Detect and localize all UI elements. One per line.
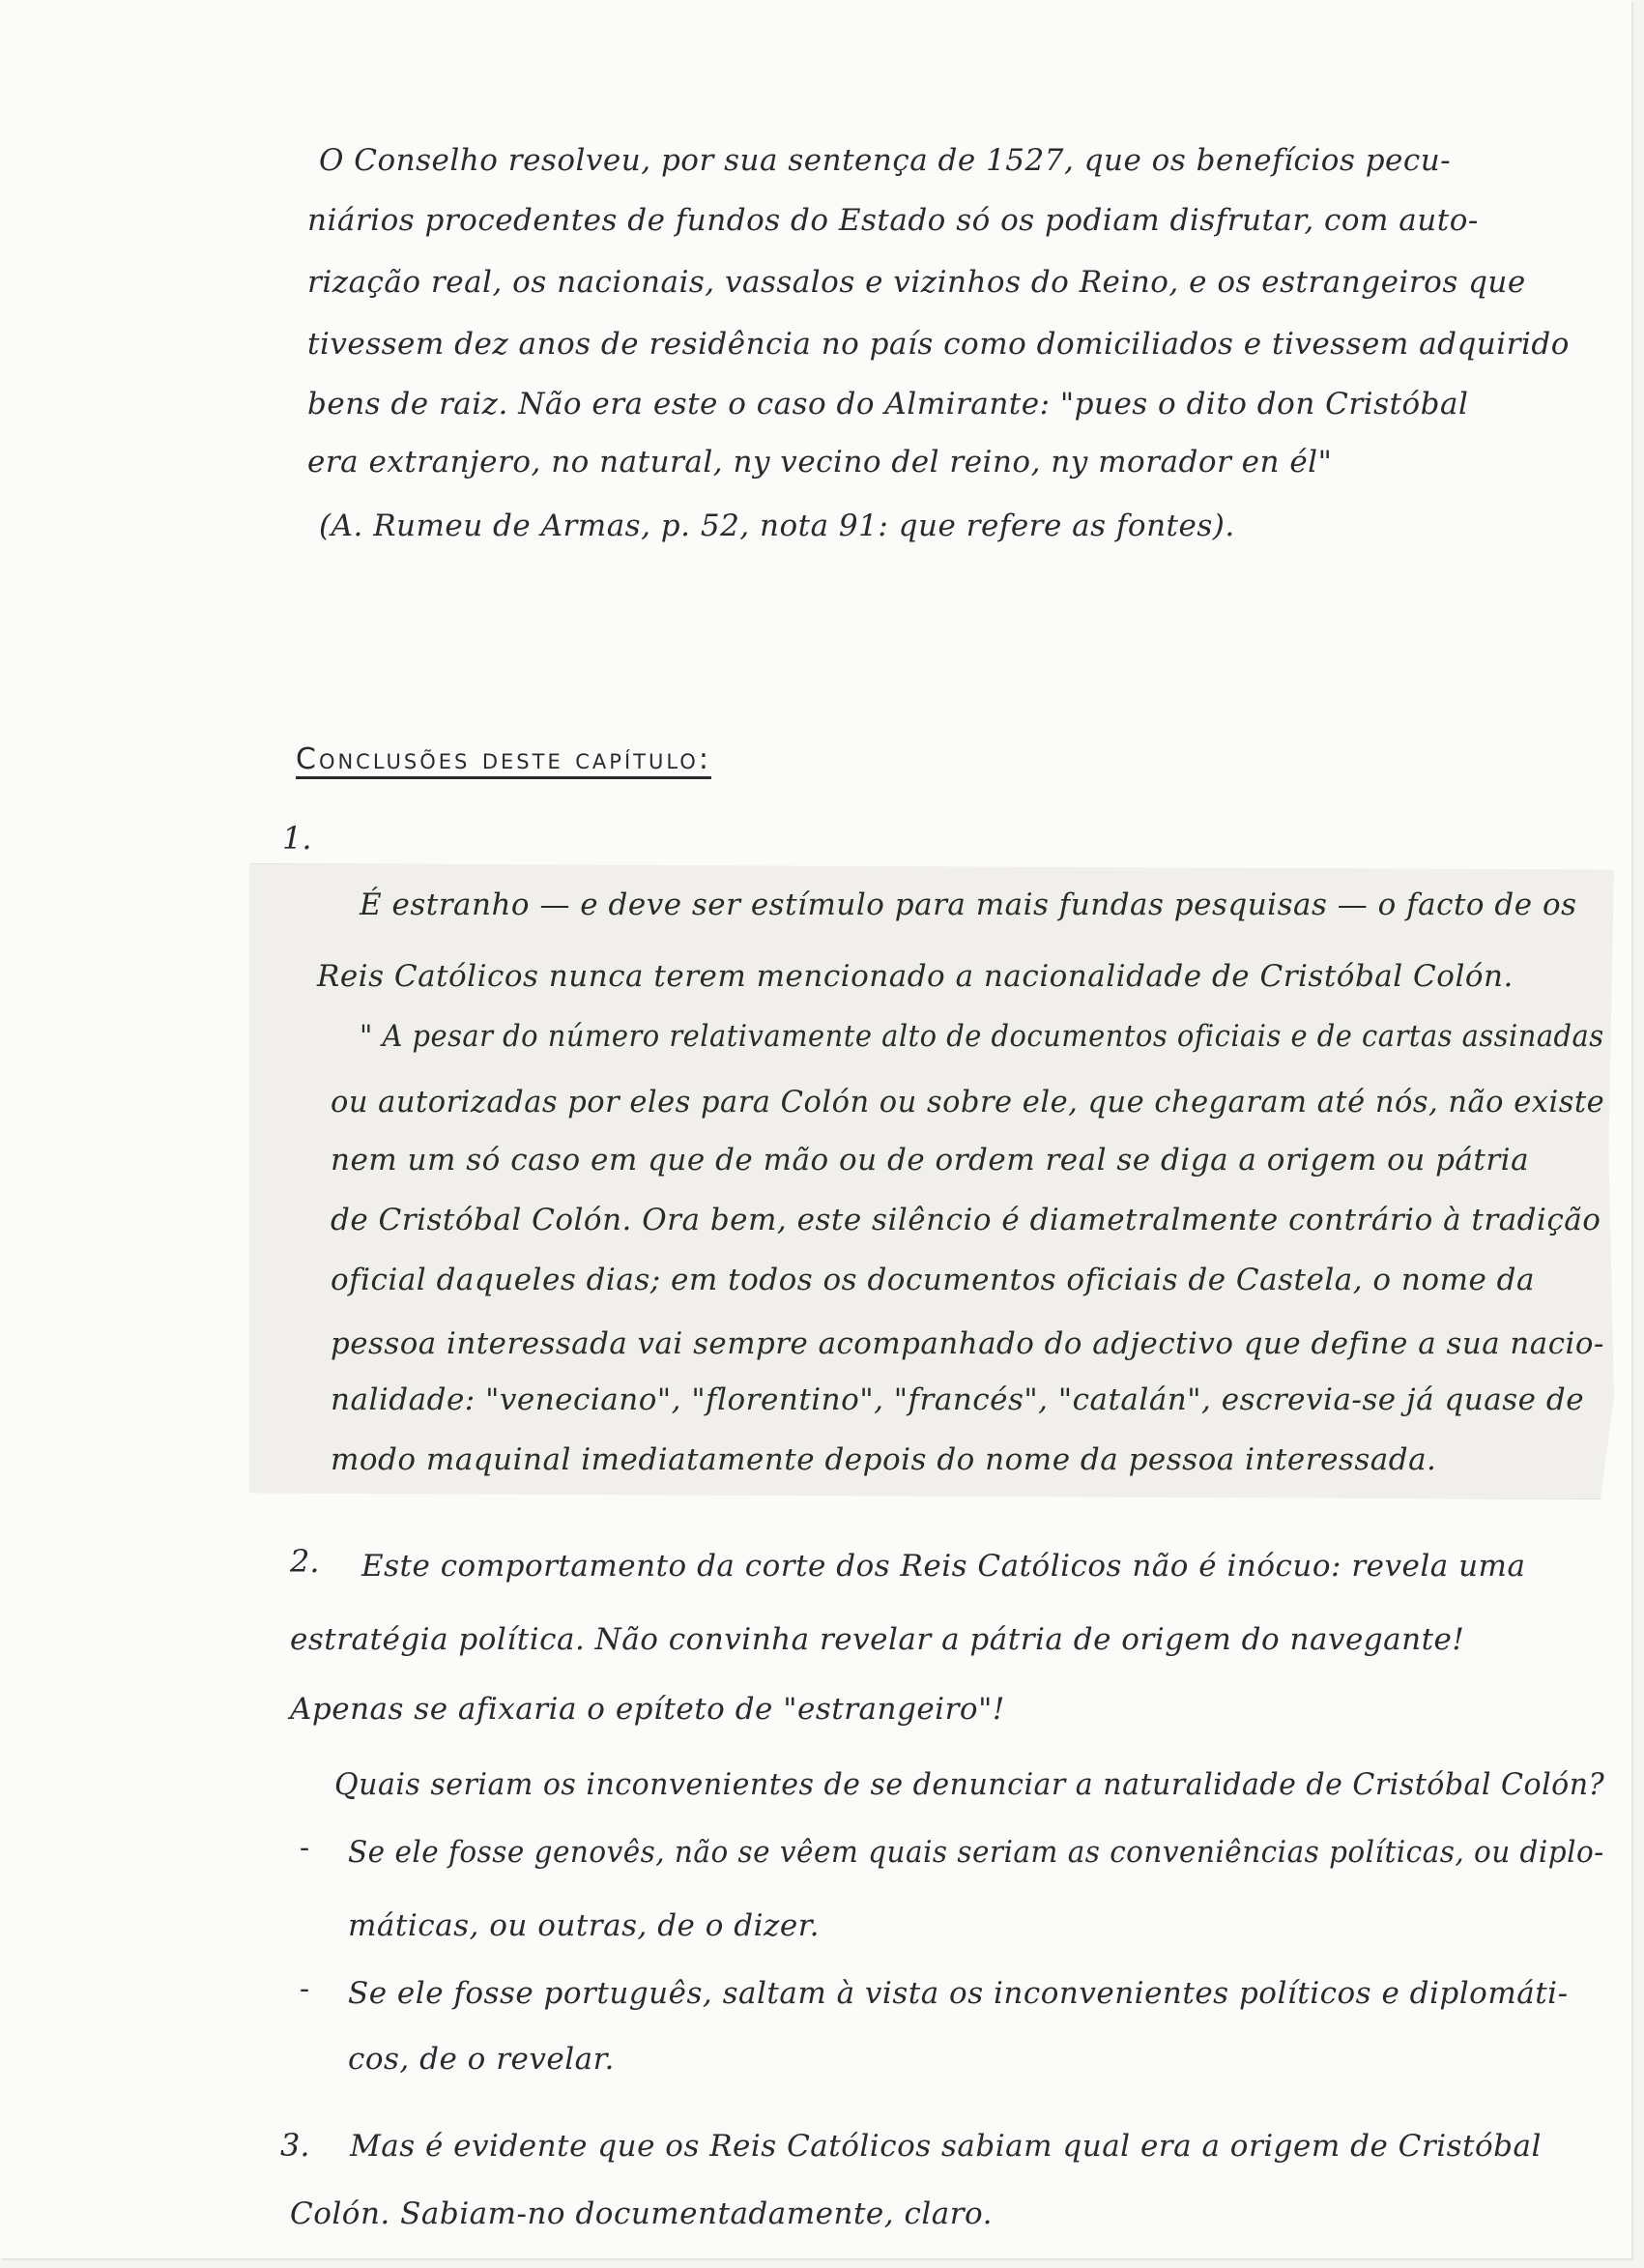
section-number: 2. xyxy=(290,1543,320,1580)
text-line: ou autorizadas por eles para Colón ou sobre ele, que chegaram até nós, não existe xyxy=(331,1085,1605,1119)
text-line: cos, de o revelar. xyxy=(348,2042,615,2077)
text-line: estratégia política. Não convinha revelar a pátria de origem do navegante! xyxy=(290,1622,1465,1657)
text-line: rização real, os nacionais, vassalos e vizinhos do Reino, e os estrangeiros que xyxy=(307,265,1526,300)
text-line: máticas, ou outras, de o dizer. xyxy=(348,1908,820,1943)
bullet-mark: - xyxy=(300,1831,310,1865)
section-number: 1. xyxy=(282,820,312,857)
question-line: Quais seriam os inconvenientes de se denunciar a naturalidade de Cristóbal Colón? xyxy=(334,1767,1605,1802)
text-line: O Conselho resolveu, por sua sentença de 1527, que os benefícios pecu- xyxy=(319,143,1452,178)
bullet-mark: - xyxy=(300,1972,310,2006)
citation-line: (A. Rumeu de Armas, p. 52, nota 91: que refere as fontes). xyxy=(319,509,1235,543)
text-line: Se ele fosse português, saltam à vista os inconvenientes políticos e diplomáti- xyxy=(348,1976,1569,2011)
text-line: Apenas se afixaria o epíteto de "estrangeiro"! xyxy=(290,1692,1005,1727)
text-line: Reis Católicos nunca terem mencionado a nacionalidade de Cristóbal Colón. xyxy=(317,959,1514,994)
text-line: " A pesar do número relativamente alto de documentos oficiais e de cartas assinadas xyxy=(360,1019,1604,1054)
text-line: bens de raiz. Não era este o caso do Almirante: "pues o dito don Cristóbal xyxy=(307,387,1469,422)
text-line: de Cristóbal Colón. Ora bem, este silêncio é diametralmente contrário à tradição xyxy=(331,1203,1601,1237)
text-line: nalidade: "veneciano", "florentino", "francés", "catalán", escrevia-se já quase de xyxy=(331,1382,1585,1417)
text-line: niários procedentes de fundos do Estado só os podiam disfrutar, com auto- xyxy=(307,203,1479,238)
text-line: era extranjero, no natural, ny vecino del reino, ny morador en él" xyxy=(307,445,1333,480)
section-heading: Conclusões deste capítulo: xyxy=(296,742,711,776)
text-line: É estranho — e deve ser estímulo para mais fundas pesquisas — o facto de os xyxy=(360,887,1577,922)
text-line: Este comportamento da corte dos Reis Católicos não é inócuo: revela uma xyxy=(361,1549,1526,1584)
section-number: 3. xyxy=(280,2127,310,2164)
text-line: modo maquinal imediatamente depois do nome da pessoa interessada. xyxy=(331,1442,1437,1477)
text-line: nem um só caso em que de mão ou de ordem real se diga a origem ou pátria xyxy=(331,1143,1530,1178)
text-line: Se ele fosse genovês, não se vêem quais seriam as conveniências políticas, ou diplo- xyxy=(348,1835,1604,1870)
text-line: oficial daqueles dias; em todos os documentos oficiais de Castela, o nome da xyxy=(331,1263,1535,1297)
text-line: Colón. Sabiam-no documentadamente, claro. xyxy=(290,2196,994,2231)
text-line: tivessem dez anos de residência no país como domiciliados e tivessem adquirido xyxy=(307,327,1570,362)
text-line: Mas é evidente que os Reis Católicos sabiam qual era a origem de Cristóbal xyxy=(350,2129,1542,2164)
text-line: pessoa interessada vai sempre acompanhado do adjectivo que define a sua nacio- xyxy=(331,1326,1604,1361)
